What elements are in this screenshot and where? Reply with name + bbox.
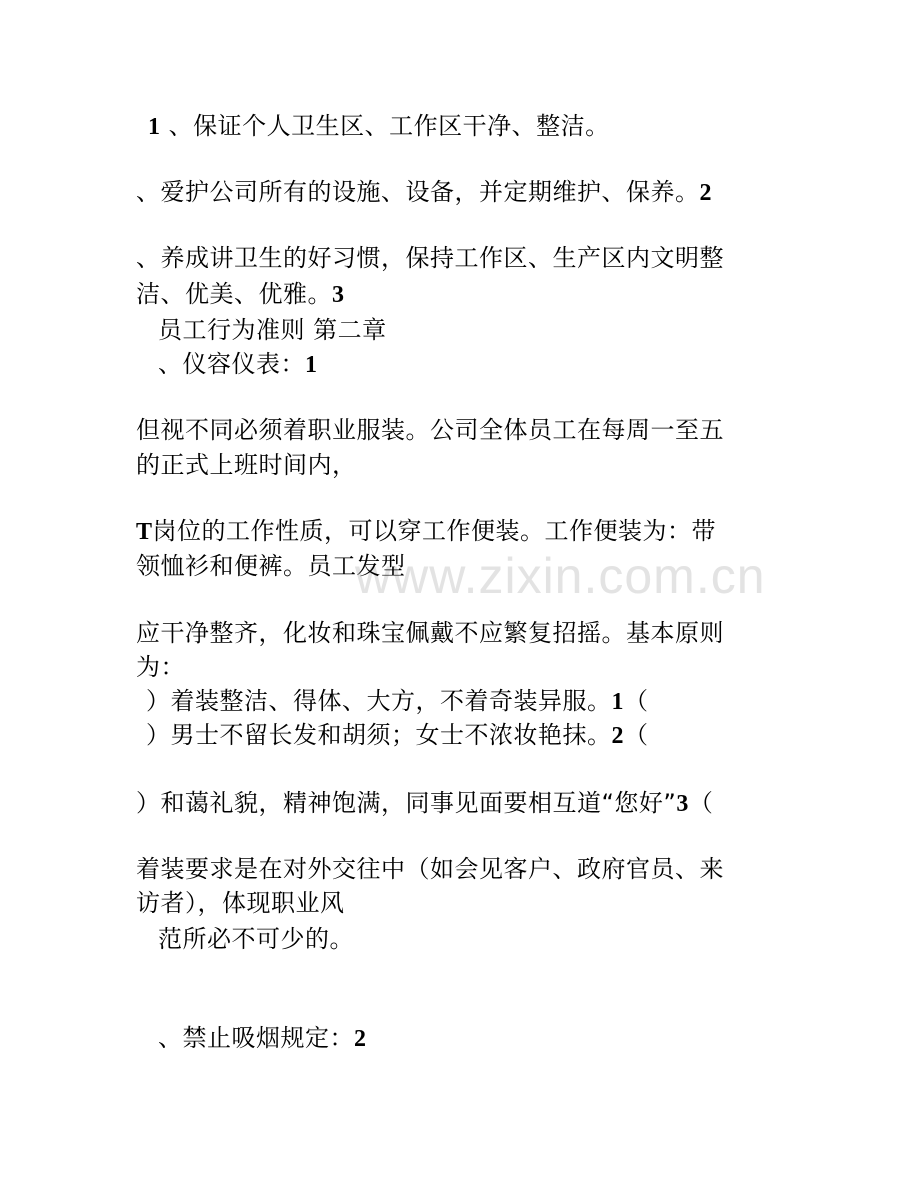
text-line-14: ）男士不留长发和胡须；女士不浓妆艳抹。2（: [146, 721, 649, 749]
text-line-4: 洁、优美、优雅。3: [136, 280, 345, 308]
text-line-1: 1 、保证个人卫生区、工作区干净、整洁。: [148, 112, 610, 140]
text-line-16: 着装要求是在对外交往中（如会见客户、政府官员、来: [136, 855, 724, 883]
text-line-11: 应干净整齐，化妆和珠宝佩戴不应繁复招摇。基本原则: [136, 619, 724, 647]
text-line-2: 、爱护公司所有的设施、设备，并定期维护、保养。2: [136, 178, 712, 206]
text-line-5: 员工行为准则 第二章: [158, 316, 387, 344]
text-line-10: 领恤衫和便裤。员工发型: [136, 552, 406, 580]
text-line-19: 、禁止吸烟规定：2: [158, 1024, 367, 1052]
text-line-18: 范所必不可少的。: [158, 925, 354, 953]
text-line-3: 、养成讲卫生的好习惯，保持工作区、生产区内文明整: [136, 244, 724, 272]
text-line-9: T岗位的工作性质，可以穿工作便装。工作便装为：带: [136, 517, 717, 545]
text-line-17: 访者），体现职业风: [136, 889, 345, 917]
text-line-15: ）和蔼礼貌，精神饱满，同事见面要相互道“您好”3（: [136, 789, 714, 817]
text-line-7: 但视不同必须着职业服装。公司全体员工在每周一至五: [136, 416, 724, 444]
text-line-8: 的正式上班时间内，: [136, 451, 357, 479]
text-line-12: 为：: [136, 653, 185, 681]
text-line-13: ）着装整洁、得体、大方，不着奇装异服。1（: [146, 687, 649, 715]
watermark: www.zixin.com.cn: [355, 548, 766, 604]
text-line-6: 、仪容仪表：1: [158, 350, 318, 378]
